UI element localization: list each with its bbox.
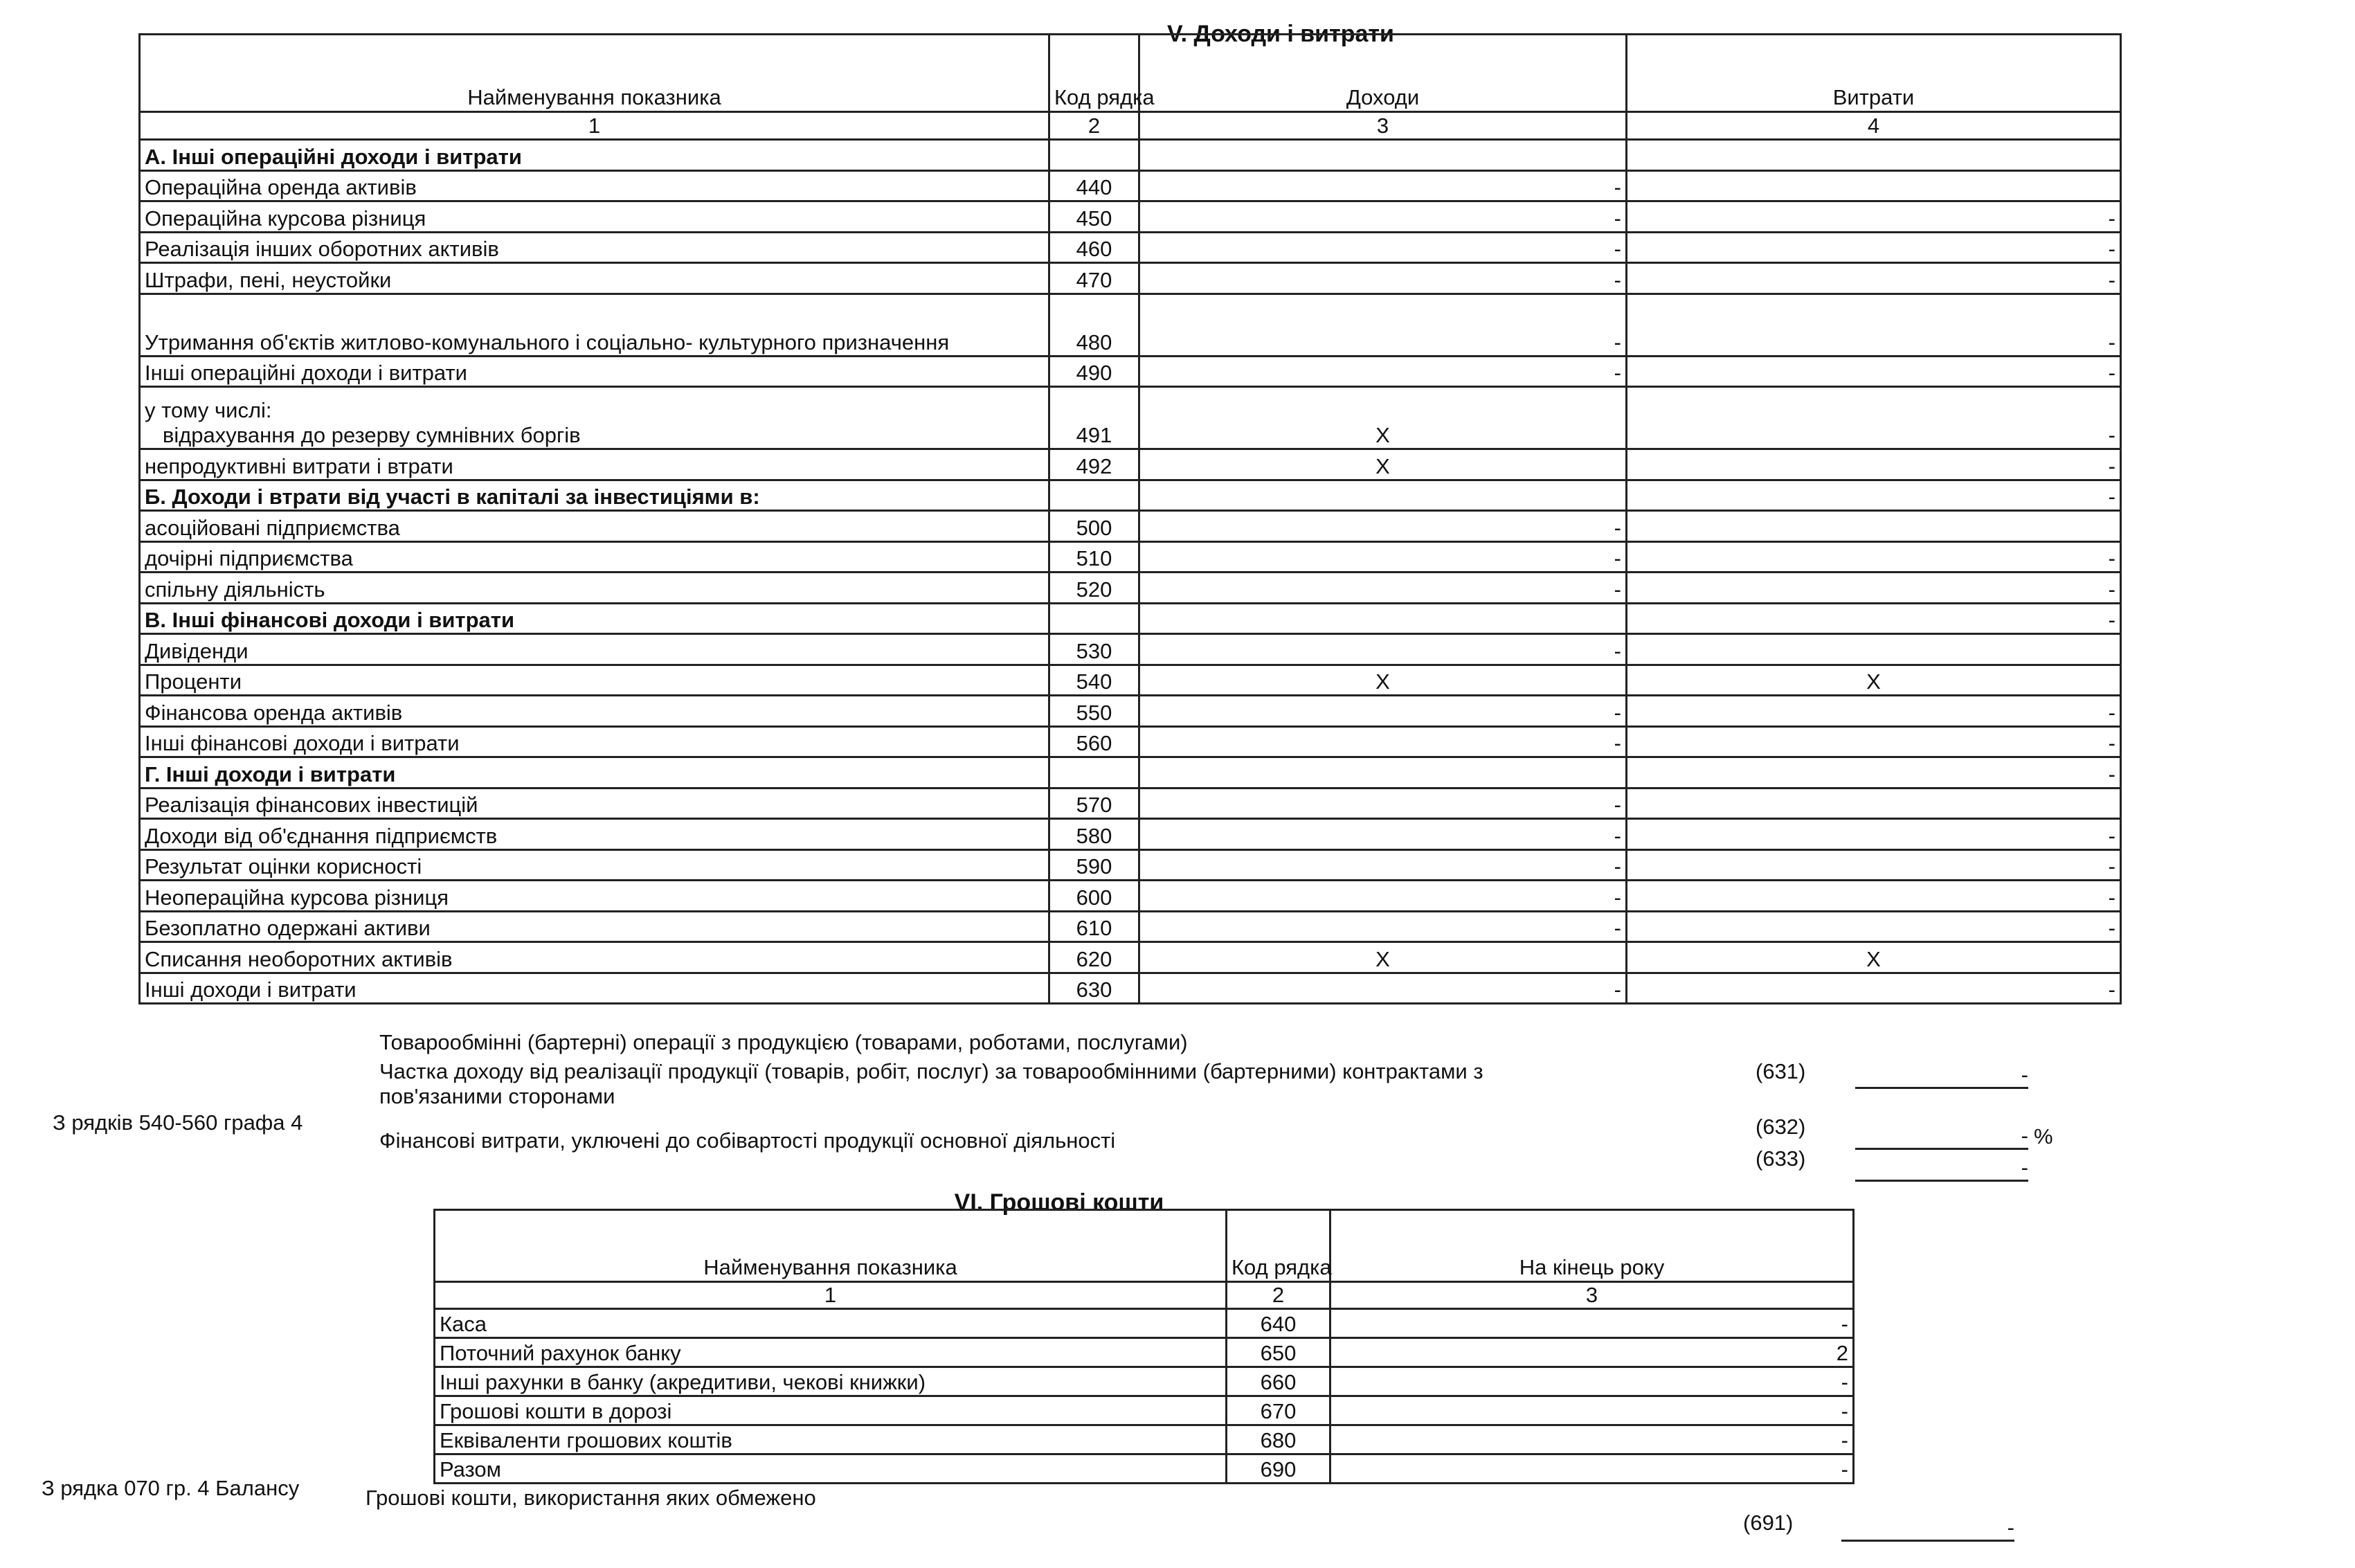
cash-row-value: -: [1330, 1454, 1854, 1484]
value-632: -: [1855, 1124, 2028, 1150]
row-income: -: [1139, 573, 1627, 604]
row-name: Безоплатно одержані активи: [140, 911, 1049, 942]
row-expense: -: [1627, 201, 2121, 233]
row-expense: -: [1627, 541, 2121, 573]
cash-row-code: 690: [1227, 1454, 1330, 1484]
table-row: [140, 480, 2121, 511]
row-expense: -: [1627, 849, 2121, 881]
cash-header-end: На кінець року: [1330, 1210, 1854, 1282]
header-num-3: 3: [1139, 112, 1627, 140]
header-code: Код рядка: [1049, 35, 1139, 112]
row-name: Дивіденди: [140, 634, 1049, 665]
row-expense: -: [1627, 819, 2121, 850]
table-row: [140, 911, 2121, 942]
cash-row-value: -: [1330, 1425, 1854, 1454]
table-row: [140, 849, 2121, 881]
cash-row-code: 650: [1227, 1338, 1330, 1367]
row-expense: -: [1627, 294, 2121, 356]
table-row: [140, 573, 2121, 604]
cash-row-code: 660: [1227, 1367, 1330, 1396]
cash-row-code: 640: [1227, 1309, 1330, 1338]
cash-row-value: -: [1330, 1367, 1854, 1396]
row-expense: -: [1627, 356, 2121, 387]
row-expense: -: [1627, 573, 2121, 604]
table-row: [435, 1309, 1854, 1338]
row-income: -: [1139, 356, 1627, 387]
table-row: [140, 788, 2121, 819]
table-row: [140, 757, 2121, 788]
row-income: -: [1139, 849, 1627, 881]
row-name: спільну діяльність: [140, 573, 1049, 604]
row-name: Інші операційні доходи і витрати: [140, 356, 1049, 387]
cash-header-num-1: 1: [435, 1282, 1227, 1309]
row-income: [1139, 757, 1627, 788]
note-fin-costs-prefix: З рядків 540-560 графа 4: [53, 1110, 303, 1135]
note-fin-costs: Фінансові витрати, уключені до собівартості продукції основної діяльності: [379, 1128, 1116, 1153]
cash-row-value: 2: [1330, 1338, 1854, 1367]
table-row: [140, 634, 2121, 665]
row-expense: [1627, 140, 2121, 171]
row-code: 610: [1049, 911, 1139, 942]
row-name: А. Інші операційні доходи і витрати: [140, 140, 1049, 171]
table-row: [140, 819, 2121, 850]
code-633: (633): [1756, 1146, 1806, 1171]
table-row: [140, 696, 2121, 727]
row-code: 440: [1049, 170, 1139, 201]
row-name: Операційна оренда активів: [140, 170, 1049, 201]
cash-row-code: 670: [1227, 1396, 1330, 1425]
row-code: 460: [1049, 232, 1139, 263]
row-income: X: [1139, 942, 1627, 973]
table-row: [435, 1425, 1854, 1454]
row-expense: [1627, 634, 2121, 665]
row-code: 570: [1049, 788, 1139, 819]
table-row: [140, 294, 2121, 356]
table-row: [140, 263, 2121, 294]
row-name: Списання необоротних активів: [140, 942, 1049, 973]
row-code: 620: [1049, 942, 1139, 973]
header-num-1: 1: [140, 112, 1049, 140]
row-name: Фінансова оренда активів: [140, 696, 1049, 727]
row-name: Утримання об'єктів житлово-комунального і соціально- культурного призначення: [140, 294, 1049, 356]
row-code: 492: [1049, 449, 1139, 480]
table-row: [140, 665, 2121, 696]
table-row: [435, 1367, 1854, 1396]
header-name: Найменування показника: [140, 35, 1049, 112]
row-name: Неопераційна курсова різниця: [140, 881, 1049, 912]
cash-row-name: Каса: [435, 1309, 1227, 1338]
row-code: 540: [1049, 665, 1139, 696]
row-expense: -: [1627, 603, 2121, 634]
row-code: 510: [1049, 541, 1139, 573]
table-row: [140, 973, 2121, 1004]
row-income: -: [1139, 881, 1627, 912]
row-expense: [1627, 511, 2121, 542]
row-income: -: [1139, 726, 1627, 757]
row-expense: -: [1627, 696, 2121, 727]
table-row: [140, 603, 2121, 634]
row-code: 630: [1049, 973, 1139, 1004]
row-expense: -: [1627, 911, 2121, 942]
row-expense: -: [1627, 263, 2121, 294]
header-income: Доходи: [1139, 35, 1627, 112]
row-income: -: [1139, 541, 1627, 573]
row-income: -: [1139, 294, 1627, 356]
row-code: 480: [1049, 294, 1139, 356]
row-name: Реалізація інших оборотних активів: [140, 232, 1049, 263]
row-income: -: [1139, 170, 1627, 201]
code-631: (631): [1756, 1059, 1806, 1083]
cash-row-code: 680: [1227, 1425, 1330, 1454]
income-expense-table: [138, 33, 2122, 1004]
table-row: [435, 1338, 1854, 1367]
row-code: 600: [1049, 881, 1139, 912]
header-num-2: 2: [1049, 112, 1139, 140]
note-barter-share: Частка доходу від реалізації продукції (товарів, робіт, послуг) за товарообмінними (бартерними) контрактами з пов'язаними сторонами: [379, 1059, 1483, 1108]
row-expense: [1627, 170, 2121, 201]
row-code: 580: [1049, 819, 1139, 850]
code-632: (632): [1756, 1115, 1806, 1139]
table-row: [140, 170, 2121, 201]
table-row: [140, 942, 2121, 973]
cash-row-name: Інші рахунки в банку (акредитиви, чекові книжки): [435, 1367, 1227, 1396]
row-code: 500: [1049, 511, 1139, 542]
row-income: [1139, 480, 1627, 511]
row-code: [1049, 603, 1139, 634]
row-income: -: [1139, 696, 1627, 727]
row-expense: X: [1627, 942, 2121, 973]
cash-header-code: Код рядка: [1227, 1210, 1330, 1282]
row-name: Штрафи, пені, неустойки: [140, 263, 1049, 294]
restricted-prefix: З рядка 070 гр. 4 Балансу: [42, 1476, 300, 1500]
row-expense: -: [1627, 387, 2121, 449]
row-code: [1049, 140, 1139, 171]
row-income: -: [1139, 819, 1627, 850]
row-code: 590: [1049, 849, 1139, 881]
row-income: X: [1139, 665, 1627, 696]
row-income: -: [1139, 201, 1627, 233]
row-name: асоційовані підприємства: [140, 511, 1049, 542]
table-row: [140, 140, 2121, 171]
table-row: [140, 541, 2121, 573]
table-row: [140, 232, 2121, 263]
table-row: [140, 726, 2121, 757]
row-expense: X: [1627, 665, 2121, 696]
value-633: -: [1855, 1156, 2028, 1182]
row-name: Доходи від об'єднання підприємств: [140, 819, 1049, 850]
cash-row-name: Грошові кошти в дорозі: [435, 1396, 1227, 1425]
row-income: [1139, 140, 1627, 171]
row-name: Реалізація фінансових інвестицій: [140, 788, 1049, 819]
row-code: 560: [1049, 726, 1139, 757]
table-row: [435, 1396, 1854, 1425]
row-expense: -: [1627, 232, 2121, 263]
section6-title: VI. Грошові кошти: [954, 1189, 1164, 1216]
row-income: -: [1139, 232, 1627, 263]
cash-row-value: -: [1330, 1309, 1854, 1338]
row-income: -: [1139, 973, 1627, 1004]
row-code: [1049, 757, 1139, 788]
row-code: 491: [1049, 387, 1139, 449]
cash-row-name: Разом: [435, 1454, 1227, 1484]
cash-header-num-3: 3: [1330, 1282, 1854, 1309]
row-expense: -: [1627, 480, 2121, 511]
row-code: [1049, 480, 1139, 511]
row-income: -: [1139, 263, 1627, 294]
table-row: [140, 449, 2121, 480]
row-expense: -: [1627, 726, 2121, 757]
value-691: -: [1841, 1516, 2014, 1542]
row-name: Інші фінансові доходи і витрати: [140, 726, 1049, 757]
row-name: Проценти: [140, 665, 1049, 696]
row-name: у тому числі: відрахування до резерву сумнівних боргів: [140, 387, 1049, 449]
row-expense: -: [1627, 881, 2121, 912]
section5-title: V. Доходи і витрати: [1167, 21, 1394, 47]
row-expense: -: [1627, 449, 2121, 480]
table-row: [435, 1454, 1854, 1484]
row-income: [1139, 603, 1627, 634]
table-row: [140, 511, 2121, 542]
row-income: X: [1139, 387, 1627, 449]
row-name: Результат оцінки корисності: [140, 849, 1049, 881]
row-name: Г. Інші доходи і витрати: [140, 757, 1049, 788]
header-expense: Витрати: [1627, 35, 2121, 112]
cash-header-num-2: 2: [1227, 1282, 1330, 1309]
row-income: -: [1139, 911, 1627, 942]
table-row: [140, 201, 2121, 233]
row-code: 470: [1049, 263, 1139, 294]
row-name: В. Інші фінансові доходи і витрати: [140, 603, 1049, 634]
row-name: дочірні підприємства: [140, 541, 1049, 573]
table-row: [140, 387, 2121, 449]
cash-row-value: -: [1330, 1396, 1854, 1425]
table-row: [140, 881, 2121, 912]
value-631: -: [1855, 1063, 2028, 1089]
percent-sign: %: [2034, 1124, 2053, 1148]
row-income: -: [1139, 788, 1627, 819]
row-code: 530: [1049, 634, 1139, 665]
cash-row-name: Еквіваленти грошових коштів: [435, 1425, 1227, 1454]
cash-table: [433, 1209, 1855, 1484]
row-expense: -: [1627, 757, 2121, 788]
row-expense: [1627, 788, 2121, 819]
row-name: непродуктивні витрати і втрати: [140, 449, 1049, 480]
header-num-4: 4: [1627, 112, 2121, 140]
row-name: Операційна курсова різниця: [140, 201, 1049, 233]
cash-row-name: Поточний рахунок банку: [435, 1338, 1227, 1367]
row-code: 450: [1049, 201, 1139, 233]
row-name: Інші доходи і витрати: [140, 973, 1049, 1004]
note-barter: Товарообмінні (бартерні) операції з продукцією (товарами, роботами, послугами): [379, 1030, 1188, 1054]
table-row: [140, 356, 2121, 387]
row-income: -: [1139, 634, 1627, 665]
row-income: -: [1139, 511, 1627, 542]
row-code: 490: [1049, 356, 1139, 387]
row-code: 550: [1049, 696, 1139, 727]
row-expense: -: [1627, 973, 2121, 1004]
row-code: 520: [1049, 573, 1139, 604]
code-691: (691): [1743, 1511, 1794, 1535]
cash-header-name: Найменування показника: [435, 1210, 1227, 1282]
row-income: X: [1139, 449, 1627, 480]
restricted-cash-label: Грошові кошти, використання яких обмежено: [366, 1486, 816, 1510]
row-name: Б. Доходи і втрати від участі в капіталі за інвестиціями в:: [140, 480, 1049, 511]
